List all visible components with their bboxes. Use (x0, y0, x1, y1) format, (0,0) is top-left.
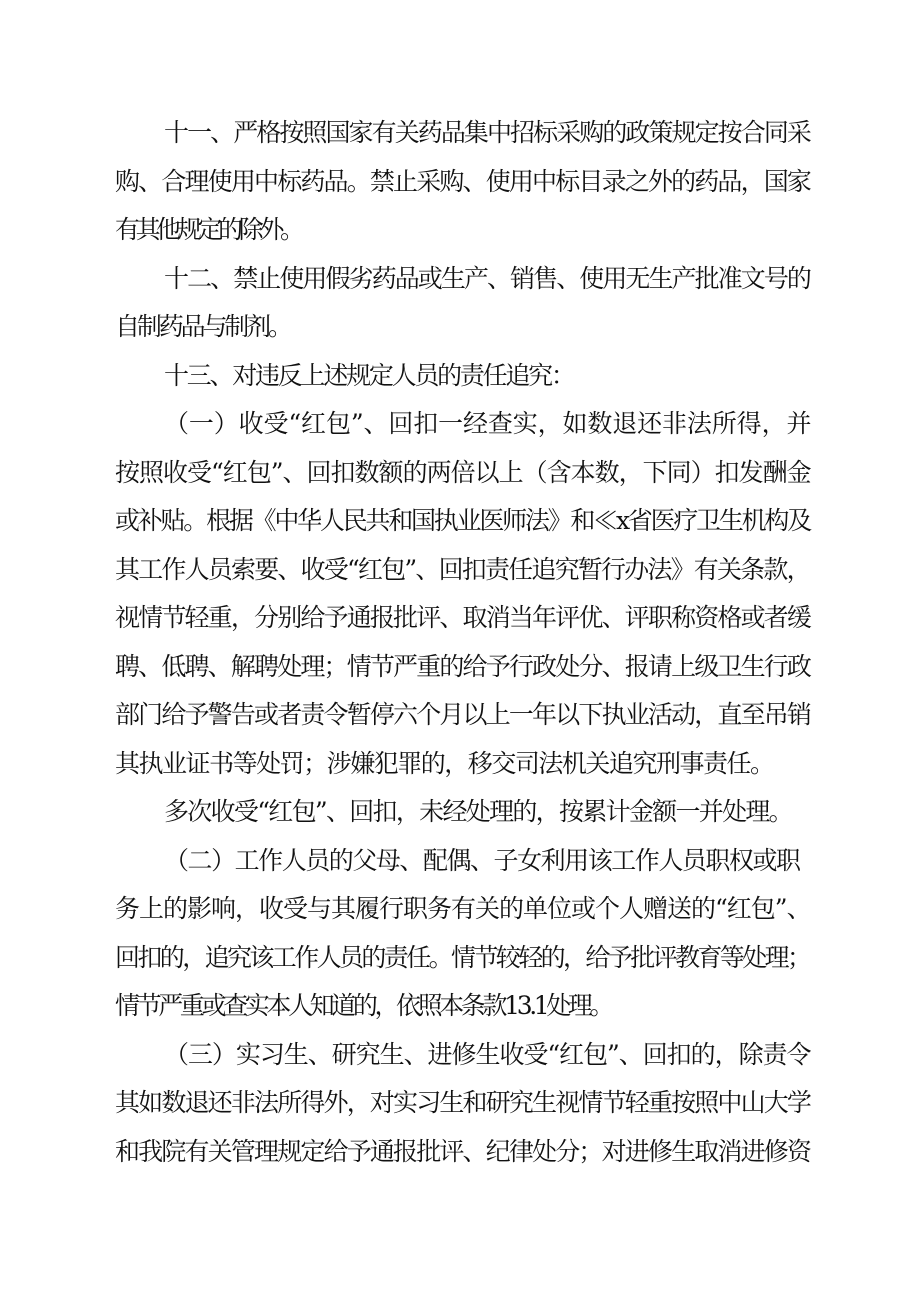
text-line: 和我院有关管理规定给予通报批评、纪律处分；对进修生取消进修资 (115, 1137, 811, 1166)
text-line: 其如数退还非法所得外，对实习生和研究生视情节轻重按照中山大学 (115, 1088, 811, 1117)
text-line: （二）工作人员的父母、配偶、子女利用该工作人员职权或职 (164, 846, 800, 875)
text-line: 部门给予警告或者责令暂停六个月以上一年以下执业活动，直至吊销 (115, 700, 811, 729)
text-line: 有其他规定的除外。 (115, 215, 301, 244)
text-line: 其工作人员索要、收受“红包”、回扣责任追究暂行办法》有关条款， (115, 555, 810, 584)
text-line: 购、合理使用中标药品。禁止采购、使用中标目录之外的药品，国家 (115, 167, 811, 196)
text-line: 自制药品与制剂。 (115, 312, 290, 341)
text-line: 按照收受“红包”、回扣数额的两倍以上（含本数，下同）扣发酬金 (115, 458, 811, 487)
text-line: 十二、禁止使用假劣药品或生产、销售、使用无生产批准文号的 (164, 264, 810, 293)
text-line: 多次收受“红包”、回扣，未经处理的，按累计金额一并处理。 (164, 797, 792, 826)
text-line: 十一、严格按照国家有关药品集中招标采购的政策规定按合同采 (164, 118, 810, 147)
text-line: 十三、对违反上述规定人员的责任追究： (164, 361, 574, 390)
text-line: 务上的影响，收受与其履行职务有关的单位或个人赠送的“红包”、 (115, 894, 811, 923)
text-line: 回扣的，追究该工作人员的责任。情节较轻的，给予批评教育等处理； (115, 943, 810, 972)
text-line: 情节严重或查实本人知道的，依照本条款13.1处理。 (115, 991, 612, 1020)
text-line: 视情节轻重，分别给予通报批评、取消当年评优、评职称资格或者缓 (115, 603, 811, 632)
text-line: 其执业证书等处罚；涉嫌犯罪的，移交司法机关追究刑事责任。 (115, 749, 774, 778)
text-line: （三）实习生、研究生、进修生收受“红包”、回扣的，除责令 (164, 1040, 811, 1069)
text-line: 聘、低聘、解聘处理；情节严重的给予行政处分、报请上级卫生行政 (115, 652, 811, 681)
text-line: 或补贴。根据《中华人民共和国执业医师法》和≪x省医疗卫生机构及 (115, 506, 810, 535)
text-line: （一）收受“红包”、回扣一经查实，如数退还非法所得，并 (164, 409, 812, 438)
